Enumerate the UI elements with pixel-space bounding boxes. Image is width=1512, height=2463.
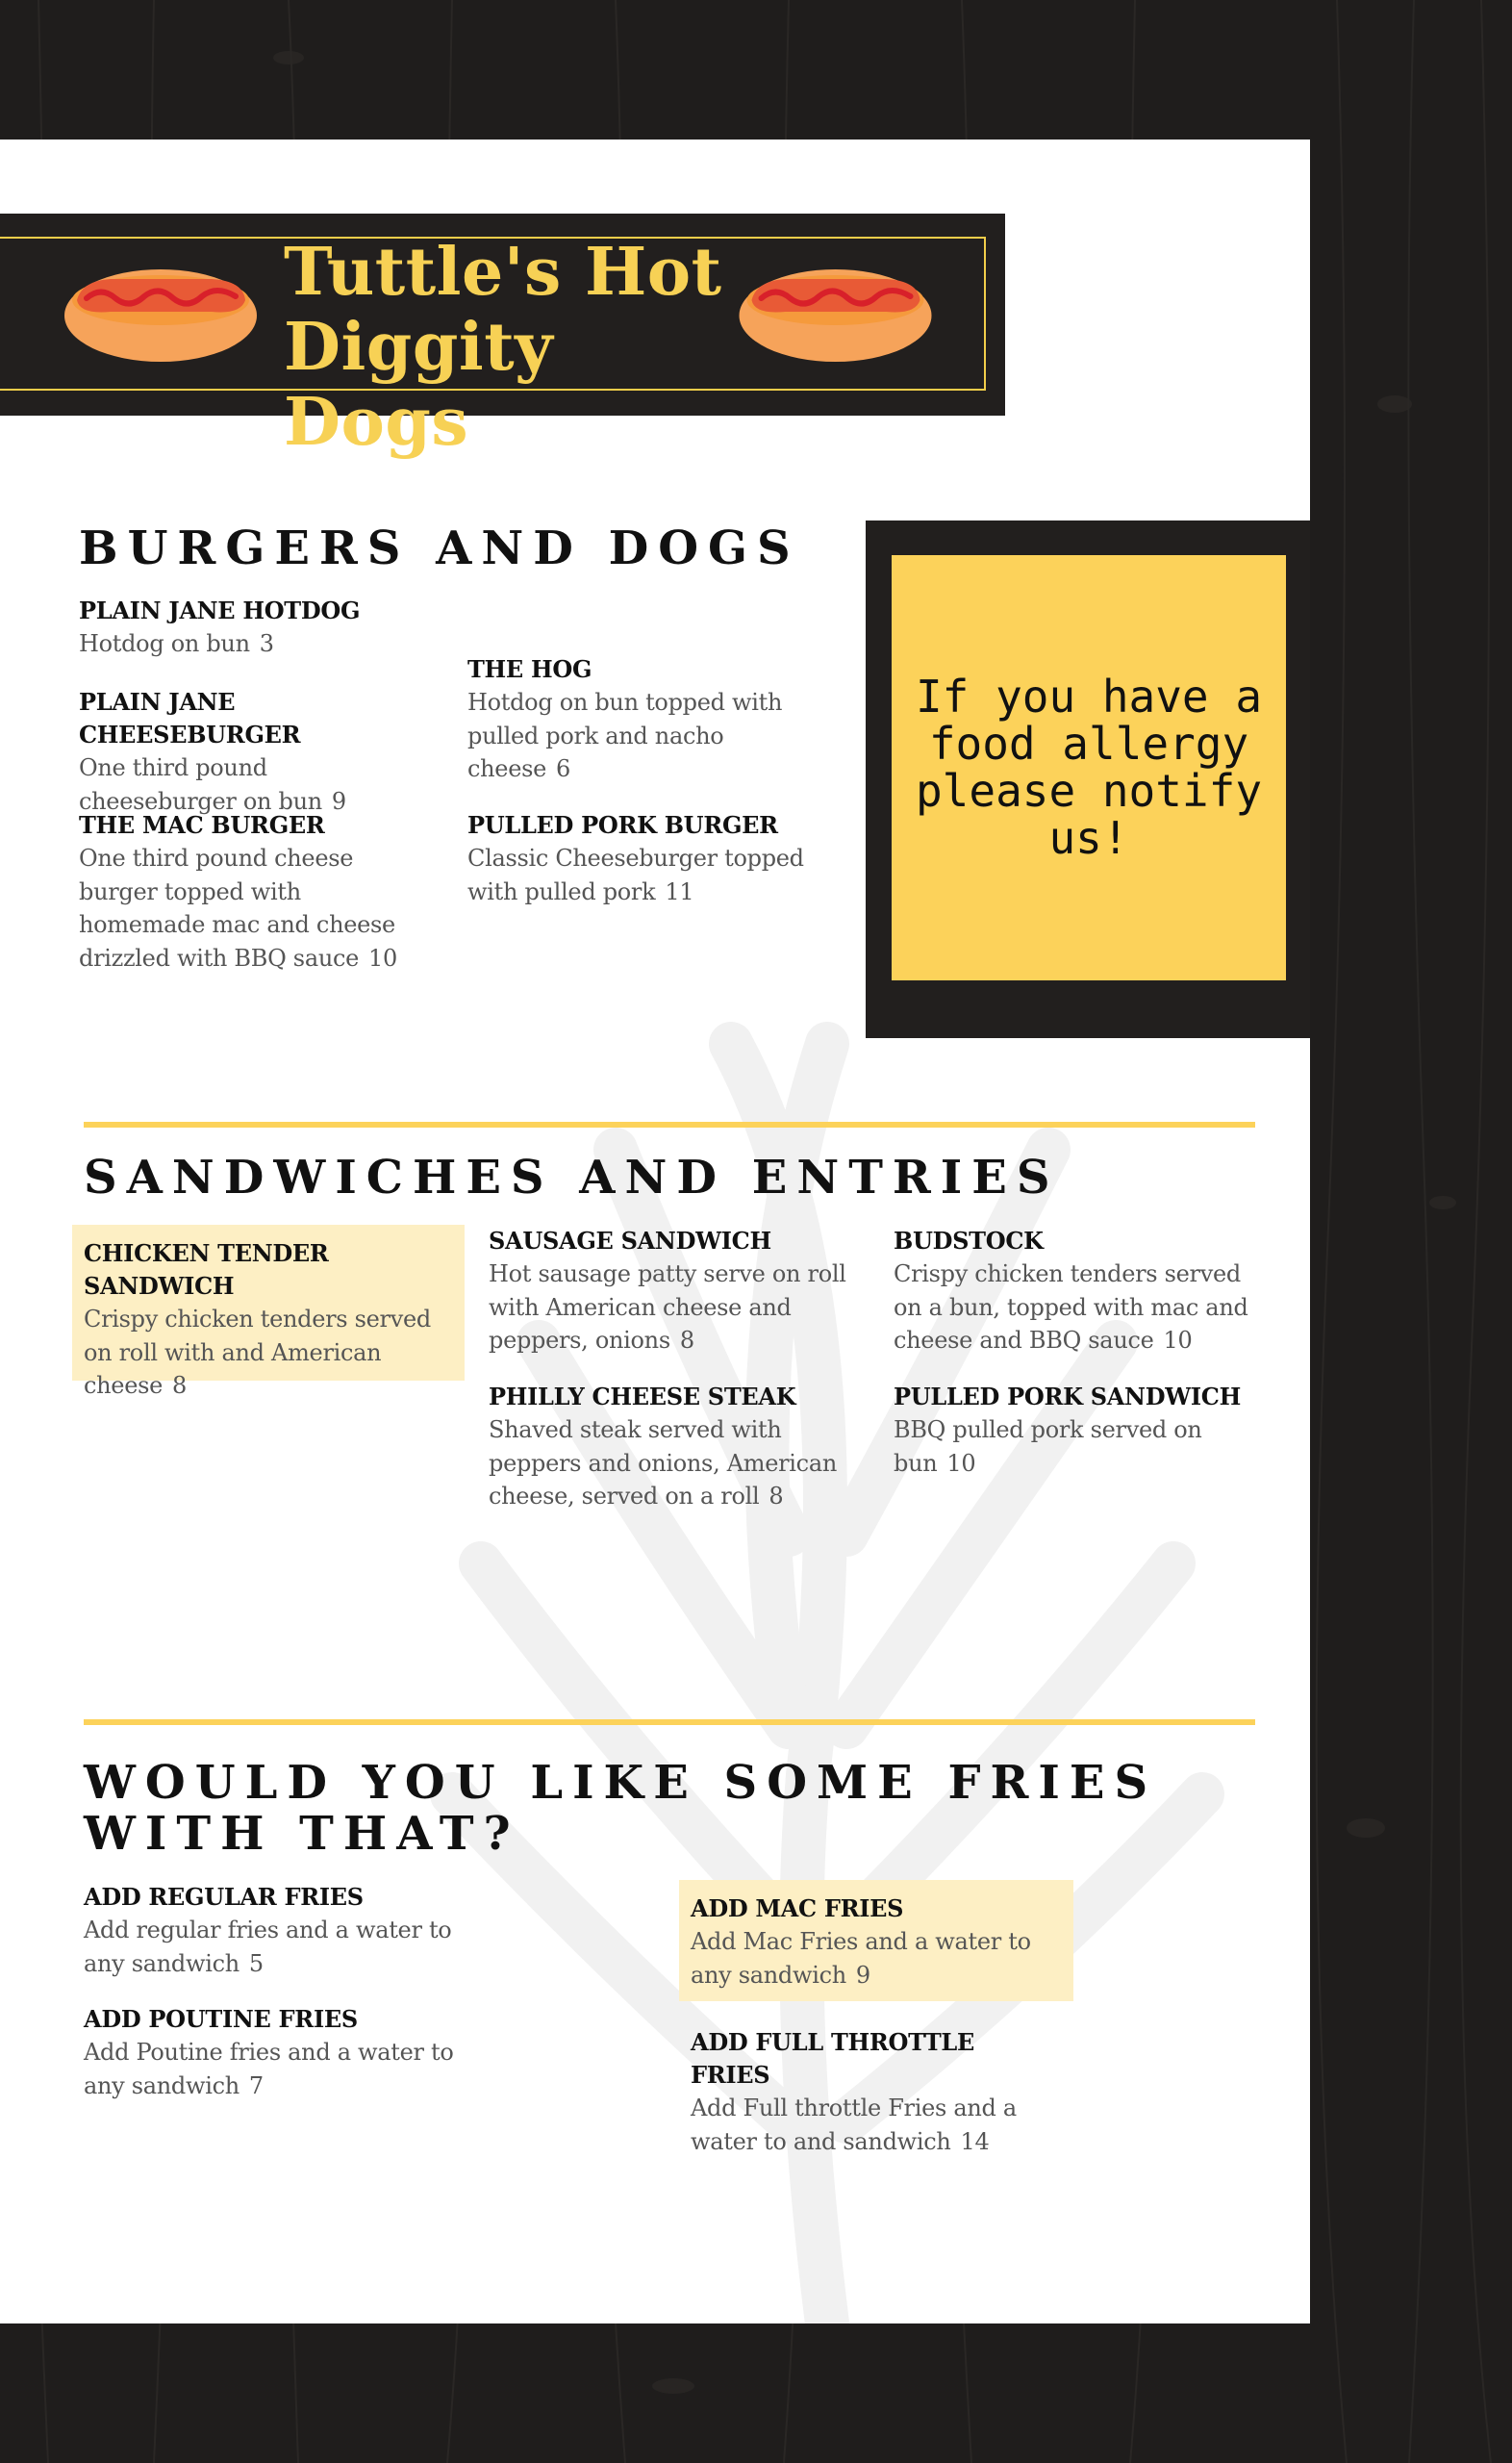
item-description: Add Poutine fries and a water to any sandwich (84, 2039, 454, 2099)
menu-item (894, 1225, 1271, 1358)
hotdog-icon (63, 262, 260, 368)
section-divider (84, 1122, 1255, 1128)
item-name: PHILLY CHEESE STEAK (489, 1383, 796, 1410)
allergy-notice (866, 521, 1310, 1038)
restaurant-title: Tuttle's Hot Diggity Dogs (284, 234, 722, 461)
menu-item (84, 2003, 468, 2102)
hotdog-icon (731, 262, 941, 368)
section-title-burgers: BURGERS AND DOGS (79, 521, 800, 575)
item-name: CHICKEN TENDER SANDWICH (84, 1239, 329, 1300)
item-name: THE HOG (467, 655, 592, 683)
item-description: Hotdog on bun topped with pulled pork and nacho cheese (467, 689, 783, 782)
menu-item (691, 2026, 1056, 2158)
item-price: 10 (368, 944, 397, 972)
item-description: Shaved steak served with peppers and onions, American cheese, served on a roll (489, 1416, 837, 1510)
item-name: BUDSTOCK (894, 1227, 1044, 1255)
item-description: One third pound cheese burger topped with homemade mac and cheese drizzled with BBQ sauce (79, 845, 395, 972)
menu-item (79, 595, 425, 661)
item-price: 10 (1163, 1327, 1193, 1354)
item-name: PLAIN JANE CHEESEBURGER (79, 688, 301, 749)
menu-item (467, 653, 833, 786)
item-price: 5 (248, 1949, 264, 1977)
menu-item-featured (72, 1225, 465, 1399)
menu-item (489, 1225, 866, 1358)
item-description: Crispy chicken tenders served on roll with and American cheese (84, 1306, 431, 1399)
section-title-fries: WOULD YOU LIKE SOME FRIES WITH THAT? (84, 1756, 1158, 1861)
allergy-text: If you have a food allergy please notify us! (915, 671, 1263, 864)
item-price: 11 (665, 877, 694, 905)
item-description: Add Full throttle Fries and a water to and sandwich (691, 2095, 1017, 2155)
menu-item (894, 1381, 1271, 1480)
item-description: BBQ pulled pork served on bun (894, 1416, 1202, 1477)
item-price: 8 (172, 1372, 188, 1399)
item-name: ADD REGULAR FRIES (84, 1883, 364, 1911)
item-price: 9 (855, 1961, 870, 1989)
allergy-box (892, 555, 1286, 980)
item-name: ADD MAC FRIES (691, 1894, 904, 1922)
menu-item (467, 809, 833, 908)
section-title-sandwiches: SANDWICHES AND ENTRIES (84, 1151, 1060, 1205)
item-name: PULLED PORK BURGER (467, 811, 778, 839)
section-divider (84, 1719, 1255, 1725)
menu-item (84, 1881, 468, 1980)
item-name: ADD POUTINE FRIES (84, 2005, 358, 2033)
menu-item-featured (679, 1880, 1073, 2001)
item-name: PULLED PORK SANDWICH (894, 1383, 1241, 1410)
item-price: 8 (769, 1483, 784, 1510)
item-name: ADD FULL THROTTLE FRIES (691, 2028, 974, 2089)
menu-item (489, 1381, 866, 1513)
item-name: THE MAC BURGER (79, 811, 325, 839)
item-name: SAUSAGE SANDWICH (489, 1227, 771, 1255)
item-price: 6 (556, 755, 571, 782)
item-description: Hotdog on bun (79, 630, 250, 657)
item-description: One third pound cheeseburger on bun (79, 754, 322, 815)
item-name: PLAIN JANE HOTDOG (79, 597, 361, 624)
item-price: 14 (960, 2127, 990, 2155)
item-description: Hot sausage patty serve on roll with American cheese and peppers, onions (489, 1260, 846, 1354)
item-description: Add regular fries and a water to any sandwich (84, 1917, 452, 1977)
item-price: 3 (259, 630, 274, 657)
item-description: Classic Cheeseburger topped with pulled pork (467, 845, 804, 905)
title-banner (0, 214, 1005, 461)
item-price: 8 (679, 1327, 694, 1354)
item-price: 9 (331, 787, 346, 815)
menu-item (79, 686, 425, 818)
item-description: Add Mac Fries and a water to any sandwich (691, 1928, 1031, 1989)
item-price: 10 (946, 1449, 976, 1477)
menu-item (79, 809, 416, 975)
item-price: 7 (248, 2071, 264, 2099)
item-description: Crispy chicken tenders served on a bun, topped with mac and cheese and BBQ sauce (894, 1260, 1248, 1354)
